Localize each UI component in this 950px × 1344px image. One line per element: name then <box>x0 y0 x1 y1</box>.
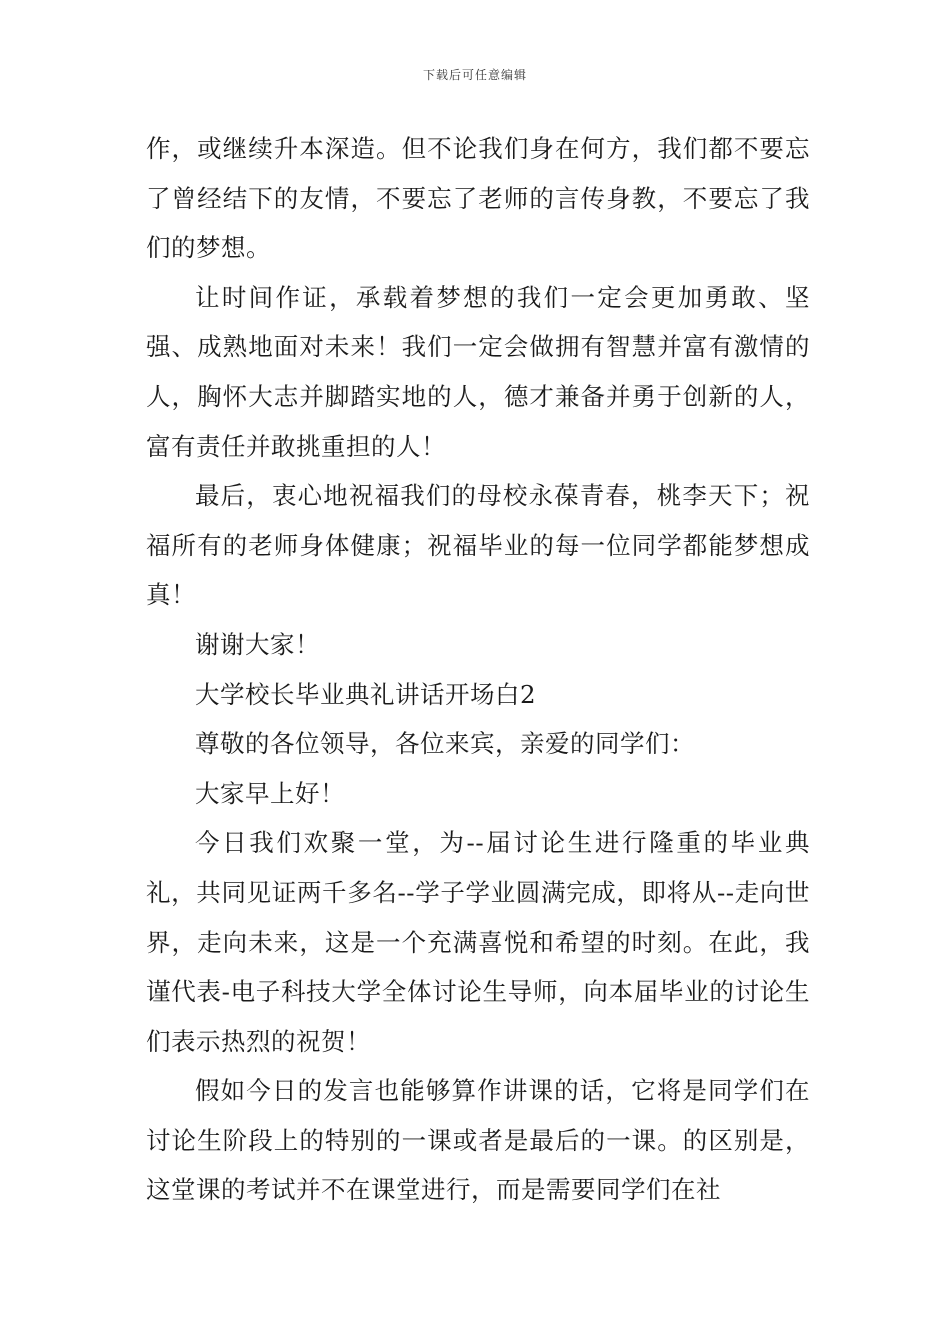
paragraph-4: 谢谢大家！ <box>195 629 320 659</box>
paragraph-1: 作，或继续升本深造。但不论我们身在何方，我们都不要忘了曾经结下的友情，不要忘了老师的言传身教，不要忘了我们的梦想。 <box>146 134 810 263</box>
greeting: 大家早上好！ <box>195 778 345 808</box>
paragraph-2: 让时间作证，承载着梦想的我们一定会更加勇敢、坚强、成熟地面对未来！我们一定会做拥有智慧并富有激情的人，胸怀大志并脚踏实地的人，德才兼备并勇于创新的人，富有责任并敢挑重担的人！ <box>146 282 810 461</box>
section-title: 大学校长毕业典礼讲话开场白2 <box>195 679 537 709</box>
salutation: 尊敬的各位领导，各位来宾，亲爱的同学们： <box>195 729 695 759</box>
paragraph-3: 最后，衷心地祝福我们的母校永葆青春，桃李天下；祝福所有的老师身体健康；祝福毕业的每一位同学都能梦想成真！ <box>146 481 810 610</box>
header-note: 下载后可任意编辑 <box>422 68 527 82</box>
document-body <box>146 124 810 1215</box>
paragraph-8: 今日我们欢聚一堂，为--届讨论生进行隆重的毕业典礼，共同见证两千多名--学子学业圆满完成，即将从--走向世界，走向未来，这是一个充满喜悦和希望的时刻。在此，我谨代表-电子科技大学全体讨论生导师，向本届毕业的讨论生们表示热烈的祝贺！ <box>146 828 810 1056</box>
paragraph-9: 假如今日的发言也能够算作讲课的话，它将是同学们在讨论生阶段上的特别的一课或者是最后的一课。的区别是，这堂课的考试并不在课堂进行，而是需要同学们在社 <box>146 1076 810 1205</box>
